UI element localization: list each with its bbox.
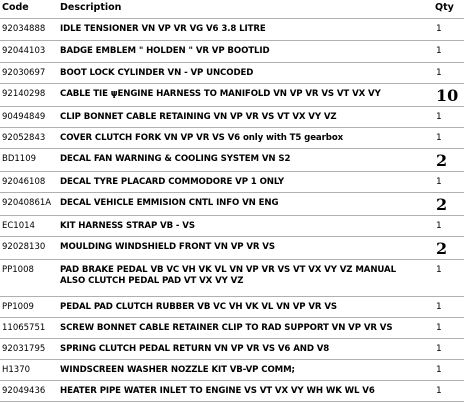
table-row bbox=[0, 338, 464, 359]
table-row bbox=[0, 148, 464, 171]
part-description: WINDSCREEN WASHER NOZZLE KIT VB-VP COMM; bbox=[60, 364, 295, 375]
table-row bbox=[0, 40, 464, 62]
table-row bbox=[0, 18, 464, 40]
part-description: DECAL TYRE PLACARD COMMODORE VP 1 ONLY bbox=[60, 176, 285, 187]
part-code: BD1109 bbox=[2, 153, 37, 164]
table-row bbox=[0, 192, 464, 215]
part-description: KIT HARNESS STRAP VB - VS bbox=[60, 220, 195, 231]
part-qty: 1 bbox=[436, 322, 442, 333]
part-code: 90494849 bbox=[2, 111, 46, 122]
part-description: SCREW BONNET CABLE RETAINER CLIP TO RAD SUPPORT VN VP VR VS bbox=[60, 322, 393, 333]
part-qty: 1 bbox=[436, 23, 442, 34]
table-row bbox=[0, 215, 464, 236]
table-row bbox=[0, 359, 464, 380]
part-qty: 2 bbox=[436, 150, 448, 170]
header-qty: Qty bbox=[434, 0, 464, 18]
part-code: 92040861A bbox=[2, 197, 52, 208]
part-qty: 2 bbox=[436, 194, 448, 214]
part-description: CABLE TIE ψENGINE HARNESS TO MANIFOLD VN VP VR VS VT VX VY bbox=[60, 88, 381, 99]
part-code: 11065751 bbox=[2, 322, 46, 333]
part-code: 92028130 bbox=[2, 241, 46, 252]
part-code: 92046108 bbox=[2, 176, 46, 187]
part-qty: 1 bbox=[436, 385, 442, 396]
part-description: PEDAL PAD CLUTCH RUBBER VB VC VH VK VL VN VP VR VS bbox=[60, 301, 337, 312]
part-code: H1370 bbox=[2, 364, 31, 375]
header-row bbox=[0, 0, 464, 18]
part-description: COVER CLUTCH FORK VN VP VR VS V6 only with T5 gearbox bbox=[60, 132, 344, 143]
part-code: EC1014 bbox=[2, 220, 35, 231]
part-qty: 1 bbox=[436, 111, 442, 122]
part-description: DECAL VEHICLE EMMISION CNTL INFO VN ENG bbox=[60, 197, 279, 208]
part-qty: 1 bbox=[436, 132, 442, 143]
part-description: DECAL FAN WARNING & COOLING SYSTEM VN S2 bbox=[60, 153, 291, 164]
part-description-line: PAD BRAKE PEDAL VB VC VH VK VL VN VP VR VS VT VX VY VZ MANUAL bbox=[60, 264, 396, 275]
part-qty: 1 bbox=[436, 264, 442, 275]
part-code: 92044103 bbox=[2, 45, 46, 56]
part-code: 92031795 bbox=[2, 343, 46, 354]
part-code: PP1008 bbox=[2, 264, 34, 275]
part-qty: 2 bbox=[436, 238, 448, 258]
header-description: Description bbox=[60, 0, 434, 18]
table-row bbox=[0, 127, 464, 148]
table-row bbox=[0, 380, 464, 401]
table-row bbox=[0, 83, 464, 106]
table-row bbox=[0, 259, 464, 296]
part-qty: 1 bbox=[436, 176, 442, 187]
part-qty: 1 bbox=[436, 364, 442, 375]
part-qty: 10 bbox=[436, 85, 459, 105]
table-row bbox=[0, 236, 464, 259]
part-code: 92034888 bbox=[2, 23, 46, 34]
part-description: MOULDING WINDSHIELD FRONT VN VP VR VS bbox=[60, 241, 275, 252]
part-code: 92030697 bbox=[2, 67, 46, 78]
part-code: 92140298 bbox=[2, 88, 46, 99]
table-row bbox=[0, 296, 464, 317]
table-row bbox=[0, 106, 464, 127]
part-code: 92052843 bbox=[2, 132, 46, 143]
table-row bbox=[0, 317, 464, 338]
header-code: Code bbox=[0, 0, 60, 18]
part-description: SPRING CLUTCH PEDAL RETURN VN VP VR VS V6 AND V8 bbox=[60, 343, 330, 354]
part-qty: 1 bbox=[436, 45, 442, 56]
part-qty: 1 bbox=[436, 220, 442, 231]
part-description: CLIP BONNET CABLE RETAINING VN VP VR VS VT VX VY VZ bbox=[60, 111, 337, 122]
part-description-line: ALSO CLUTCH PEDAL PAD VT VX VY VZ bbox=[60, 275, 244, 286]
part-code: PP1009 bbox=[2, 301, 34, 312]
part-qty: 1 bbox=[436, 343, 442, 354]
part-description: HEATER PIPE WATER INLET TO ENGINE VS VT VX VY WH WK WL V6 bbox=[60, 385, 375, 396]
part-description: IDLE TENSIONER VN VP VR VG V6 3.8 LITRE bbox=[60, 23, 266, 34]
part-description: BOOT LOCK CYLINDER VN - VP UNCODED bbox=[60, 67, 254, 78]
table-row bbox=[0, 171, 464, 192]
part-qty: 1 bbox=[436, 67, 442, 78]
part-code: 92049436 bbox=[2, 385, 46, 396]
part-description: BADGE EMBLEM " HOLDEN " VR VP BOOTLID bbox=[60, 45, 270, 56]
part-description bbox=[60, 259, 434, 296]
table-row bbox=[0, 62, 464, 83]
part-qty: 1 bbox=[436, 301, 442, 312]
